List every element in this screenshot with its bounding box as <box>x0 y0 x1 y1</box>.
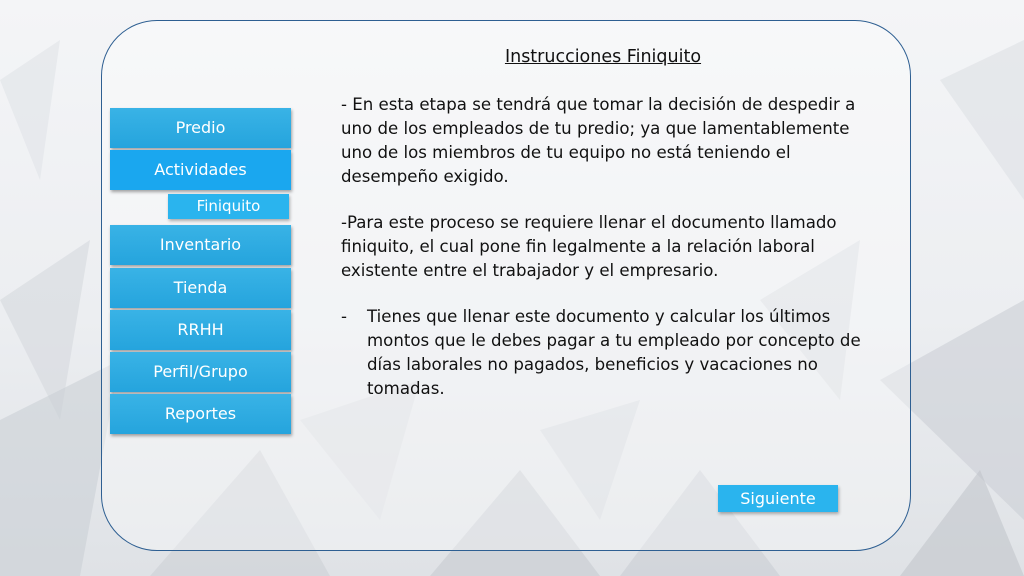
nav-finiquito-subitem[interactable]: Finiquito <box>168 194 289 219</box>
nav-actividades-button[interactable]: Actividades <box>110 150 291 190</box>
instructions-paragraph-2: -Para este proceso se requiere llenar el documento llamado finiquito, el cual pone fin legalmente a la relación laboral existente entre el trabajador y el empresario. <box>341 213 837 280</box>
siguiente-button[interactable]: Siguiente <box>718 485 838 512</box>
bullet-text: Tienes que llenar este documento y calcular los últimos montos que le debes pagar a tu empleado por concepto de días laborales no pagados, beneficios y vacaciones no tomadas. <box>367 307 861 398</box>
nav-perfil-grupo-button[interactable]: Perfil/Grupo <box>110 352 291 392</box>
nav-rrhh-button[interactable]: RRHH <box>110 310 291 350</box>
nav-inventario-button[interactable]: Inventario <box>110 225 291 265</box>
instructions-bullet <box>341 305 881 401</box>
nav-reportes-button[interactable]: Reportes <box>110 394 291 434</box>
bullet-marker: - <box>341 307 347 326</box>
nav-predio-button[interactable]: Predio <box>110 108 291 148</box>
page-title: Instrucciones Finiquito <box>504 47 702 67</box>
instructions-content <box>341 93 881 401</box>
instructions-paragraph-1: - En esta etapa se tendrá que tomar la decisión de despedir a uno de los empleados de tu predio; ya que lamentablemente uno de los miembros de tu equipo no está teniendo el desempeño exigido. <box>341 95 856 186</box>
nav-tienda-button[interactable]: Tienda <box>110 268 291 308</box>
